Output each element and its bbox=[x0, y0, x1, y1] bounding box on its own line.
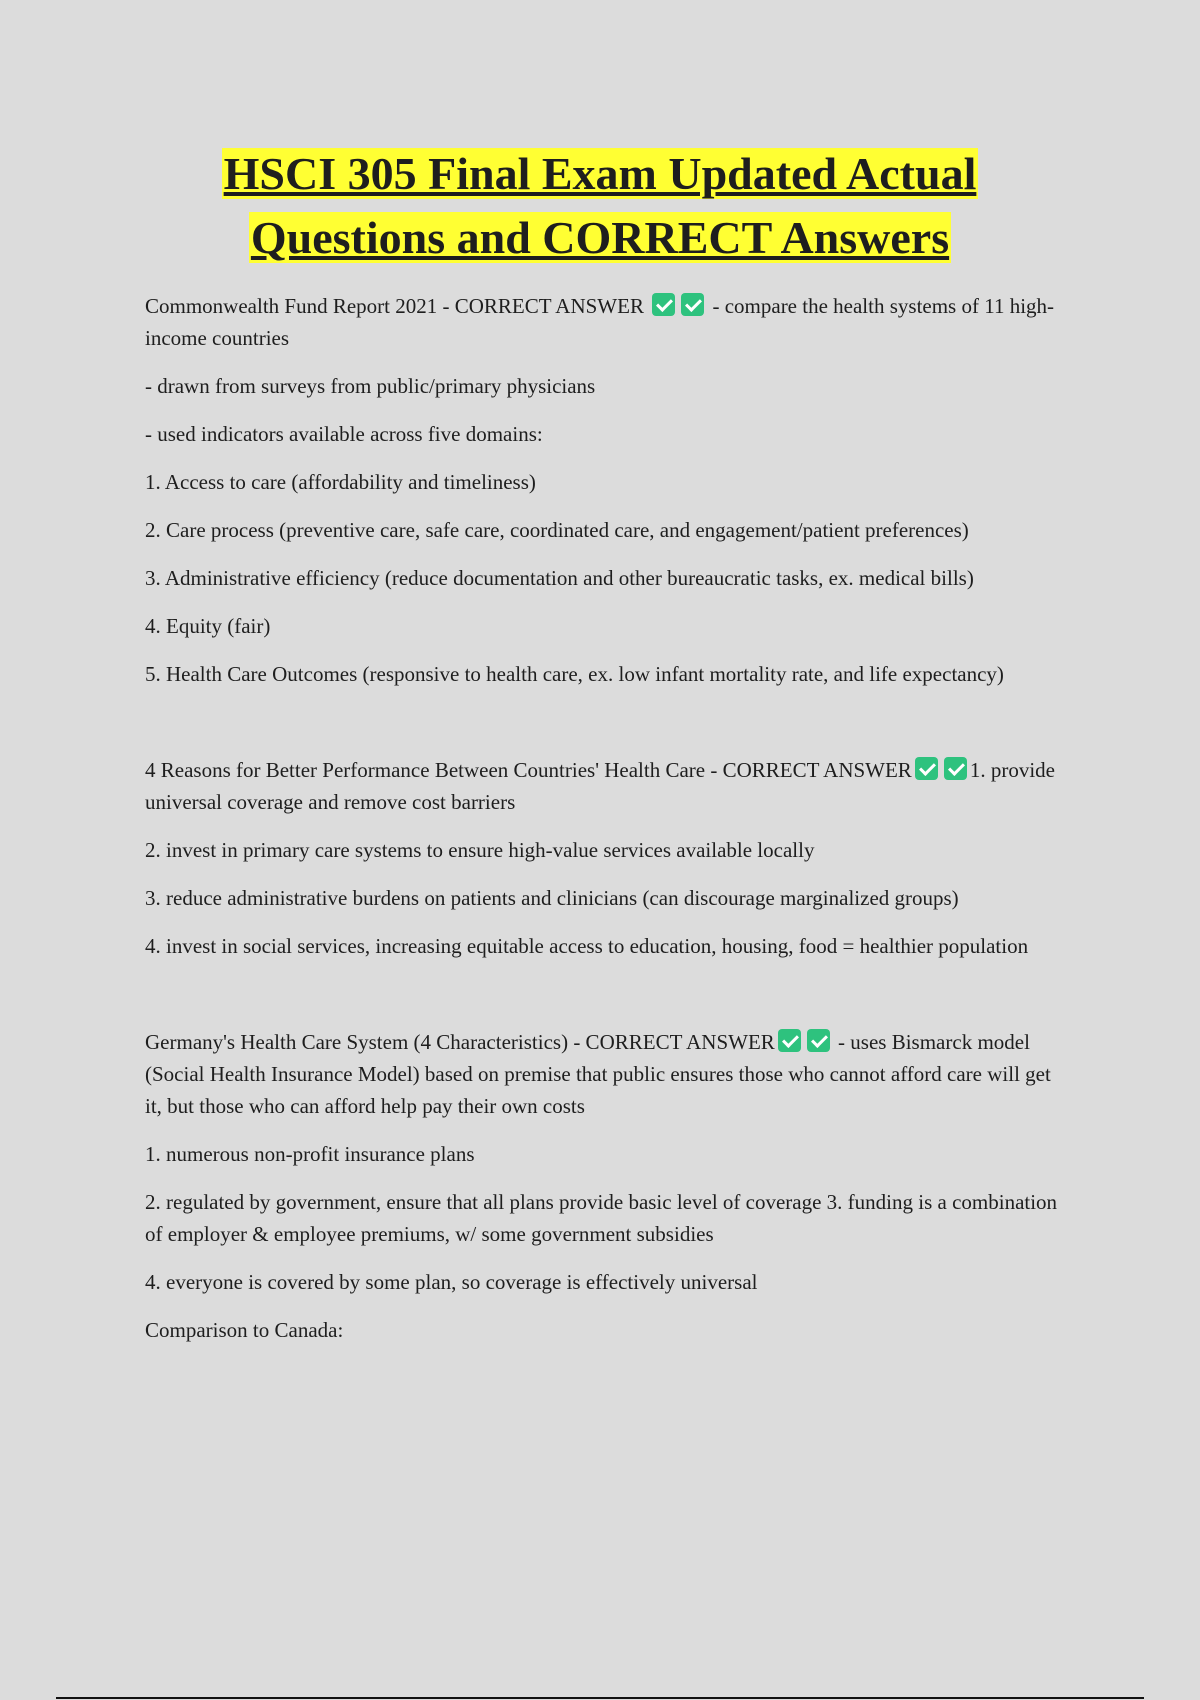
section-spacer bbox=[145, 706, 1065, 754]
question-text: 4 Reasons for Better Performance Between Countries' Health Care - CORRECT ANSWER bbox=[145, 758, 912, 782]
answer-line: 3. Administrative efficiency (reduce documentation and other bureaucratic tasks, ex. medical bills) bbox=[145, 566, 974, 590]
section-spacer bbox=[145, 978, 1065, 1026]
answer-line: 3. reduce administrative burdens on patients and clinicians (can discourage marginalized groups) bbox=[145, 886, 959, 910]
answer-line: 4. everyone is covered by some plan, so coverage is effectively universal bbox=[145, 1270, 758, 1294]
answer-line: 2. invest in primary care systems to ensure high-value services available locally bbox=[145, 838, 815, 862]
question-text: Germany's Health Care System (4 Characteristics) - CORRECT ANSWER bbox=[145, 1030, 775, 1054]
answer-line: 2. Care process (preventive care, safe care, coordinated care, and engagement/patient preferences) bbox=[145, 518, 969, 542]
section-1-question bbox=[145, 290, 1065, 354]
question-text: Commonwealth Fund Report 2021 - CORRECT ANSWER bbox=[145, 294, 644, 318]
answer-line: 4. Equity (fair) bbox=[145, 614, 271, 638]
check-mark-icon bbox=[652, 293, 675, 316]
answer-line: 1. Access to care (affordability and timeliness) bbox=[145, 470, 536, 494]
section-3-question bbox=[145, 1026, 1065, 1122]
page-divider bbox=[56, 1697, 1144, 1699]
answer-text: 1. provide universal coverage and remove cost barriers bbox=[145, 758, 1055, 814]
check-mark-icon bbox=[915, 757, 938, 780]
page-title bbox=[0, 142, 1200, 270]
title-line-2: Questions and CORRECT Answers bbox=[250, 212, 950, 263]
answer-line: 4. invest in social services, increasing equitable access to education, housing, food = healthier population bbox=[145, 934, 1029, 958]
answer-line: 5. Health Care Outcomes (responsive to health care, ex. low infant mortality rate, and life expectancy) bbox=[145, 662, 1004, 686]
answer-line: 1. numerous non-profit insurance plans bbox=[145, 1142, 475, 1166]
section-2-question bbox=[145, 754, 1065, 818]
answer-line: Comparison to Canada: bbox=[145, 1318, 344, 1342]
check-mark-icon bbox=[778, 1029, 801, 1052]
title-line-1: HSCI 305 Final Exam Updated Actual bbox=[223, 148, 977, 199]
check-mark-icon bbox=[807, 1029, 830, 1052]
check-mark-icon bbox=[944, 757, 967, 780]
answer-line: - used indicators available across five domains: bbox=[145, 422, 543, 446]
answer-text: - compare the health systems of 11 high-income countries bbox=[145, 294, 1055, 350]
answer-text: - uses Bismarck model (Social Health Insurance Model) based on premise that public ensures those who cannot afford care will get it, but those who can afford help pay their own costs bbox=[145, 1030, 1051, 1118]
check-mark-icon bbox=[681, 293, 704, 316]
document-body bbox=[145, 290, 1065, 1362]
answer-line: - drawn from surveys from public/primary physicians bbox=[145, 374, 596, 398]
answer-line: 2. regulated by government, ensure that all plans provide basic level of coverage 3. funding is a combination of employer & employee premiums, w/ some government subsidies bbox=[145, 1190, 1058, 1246]
